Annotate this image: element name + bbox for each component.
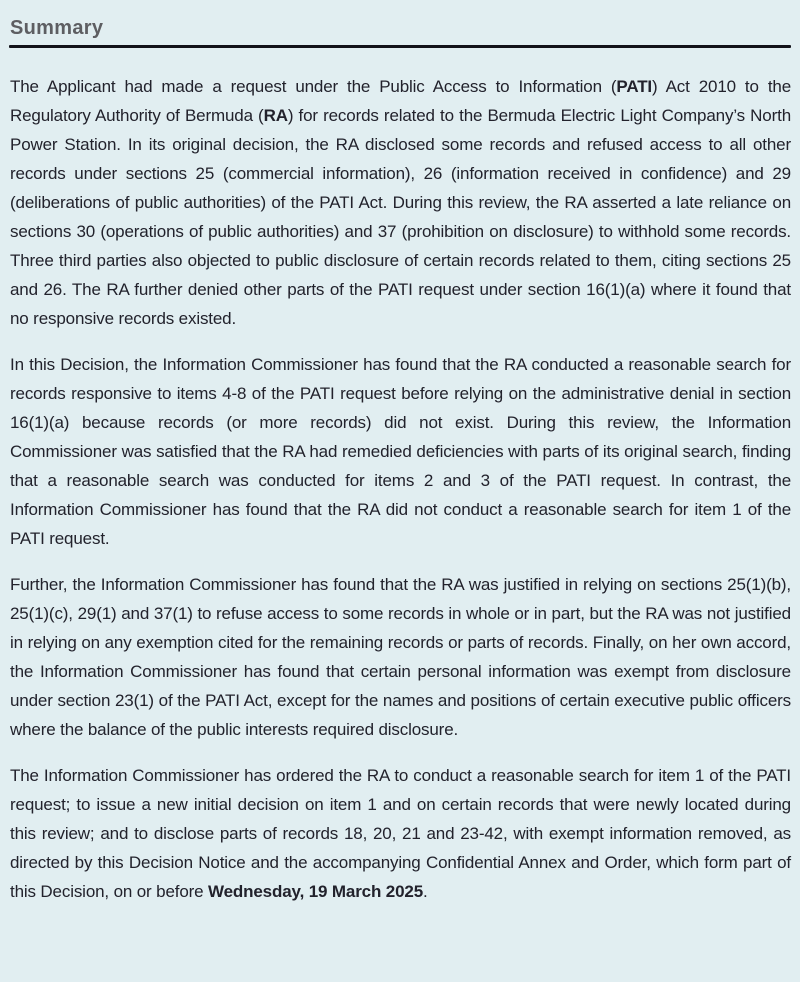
heading-divider — [9, 45, 791, 48]
text-run: In this Decision, the Information Commissioner has found that the RA conducted a reasonable search for records responsive to items 4-8 of the PATI request before relying on the administrative denial in section 16(1)(a) because records (or more records) did not exist. During this review, the Information Commissioner was satisfied that the RA had remedied deficiencies with parts of its original search, finding that a reasonable search was conducted for items 2 and 3 of the PATI request. In contrast, the Information Commissioner has found that the RA did not conduct a reasonable search for item 1 of the PATI request. — [10, 355, 791, 548]
text-run: The Information Commissioner has ordered the RA to conduct a reasonable search for item 1 of the PATI request; to issue a new initial decision on item 1 and on certain records that were newly located during this review; and to disclose parts of records 18, 20, 21 and 23-42, with exempt information removed, as directed by this Decision Notice and the accompanying Confidential Annex and Order, which form part of this Decision, on or before — [10, 766, 791, 901]
section-heading: Summary — [10, 17, 104, 39]
summary-paragraph-1 — [10, 72, 791, 333]
bold-run-ra: RA — [263, 106, 288, 125]
text-run: ) Act 2010 to the Regulatory Authority of Bermuda ( — [10, 77, 791, 125]
text-run: . — [423, 882, 428, 901]
summary-paragraph-4 — [10, 761, 791, 906]
text-run: Further, the Information Commissioner has found that the RA was justified in relying on sections 25(1)(b), 25(1)(c), 29(1) and 37(1) to refuse access to some records in whole or in part, but the RA was not justified in relying on any exemption cited for the remaining records or parts of records. Finally, on her own accord, the Information Commissioner has found that certain personal information was exempt from disclosure under section 23(1) of the PATI Act, except for the names and positions of certain executive public officers where the balance of the public interests required disclosure. — [10, 575, 791, 739]
text-run: ) for records related to the Bermuda Electric Light Company’s North Power Station. In its original decision, the RA disclosed some records and refused access to all other records under sections 25 (commercial information), 26 (information received in confidence) and 29 (deliberations of public authorities) of the PATI Act. During this review, the RA asserted a late reliance on sections 30 (operations of public authorities) and 37 (prohibition on disclosure) to withhold some records. Three third parties also objected to public disclosure of certain records related to them, citing sections 25 and 26. The RA further denied other parts of the PATI request under section 16(1)(a) where it found that no responsive records existed. — [10, 106, 791, 328]
bold-run-pati: PATI — [616, 77, 653, 96]
summary-paragraph-2 — [10, 350, 791, 553]
text-run: The Applicant had made a request under the Public Access to Information ( — [10, 77, 617, 96]
summary-paragraph-3 — [10, 570, 791, 744]
bold-run-deadline-date: Wednesday, 19 March 2025 — [208, 882, 424, 901]
